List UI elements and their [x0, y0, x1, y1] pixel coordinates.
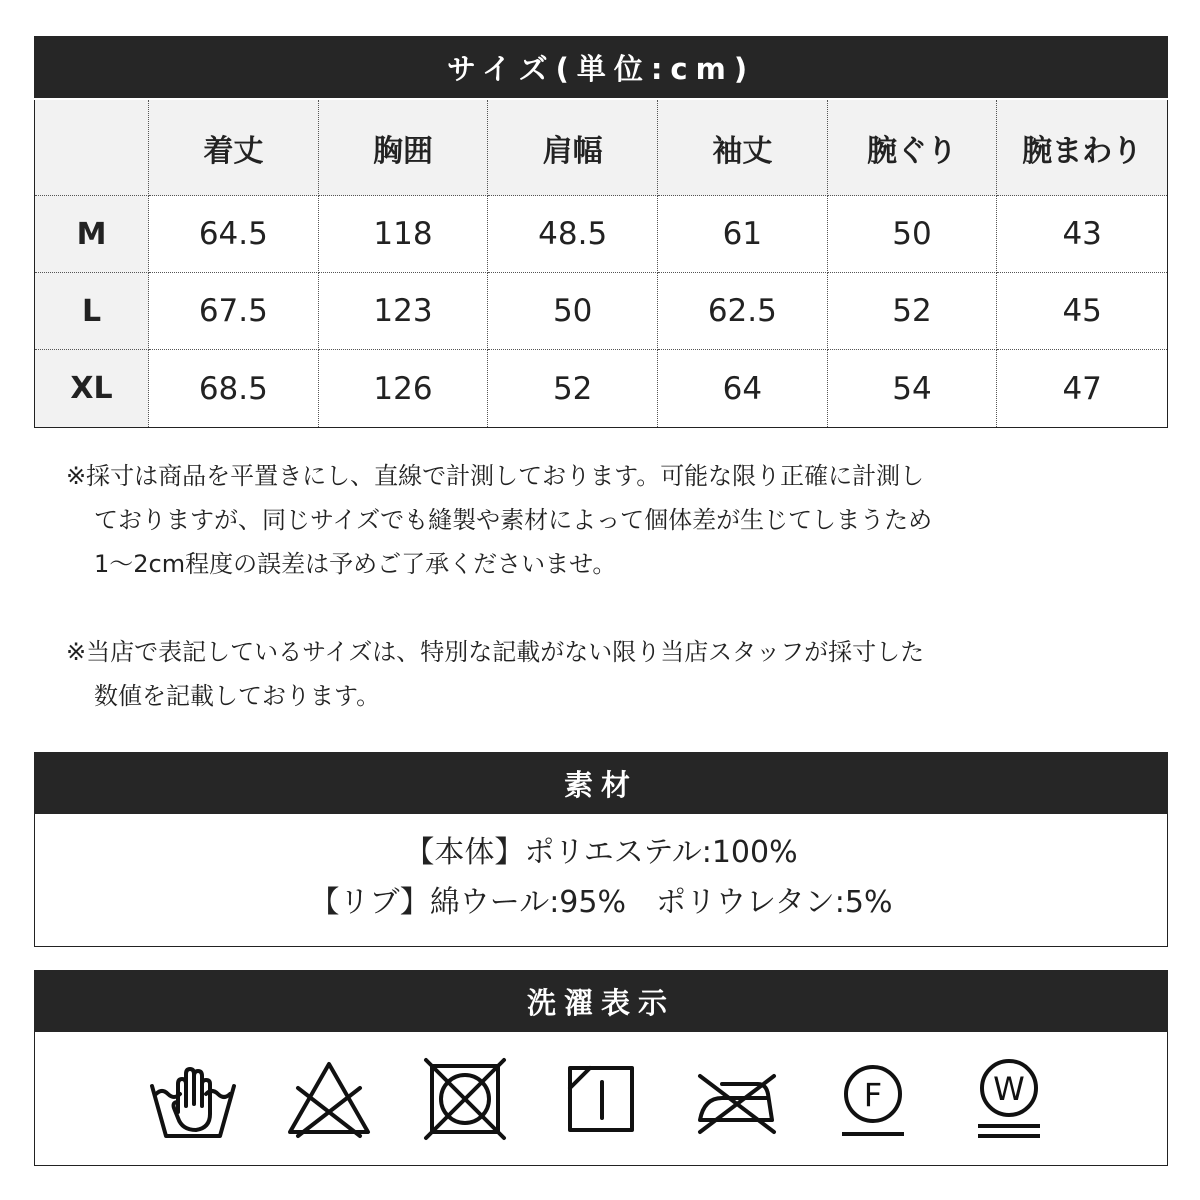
care-section-header	[34, 970, 1168, 1032]
table-cell: 47	[1062, 370, 1102, 407]
table-cell: 50	[488, 273, 658, 350]
note-line: 1〜2cm程度の誤差は予めご了承くださいませ。	[94, 550, 617, 578]
material-rib-line: 【リブ】綿ウール:95% ポリウレタン:5%	[309, 885, 893, 920]
line-dry-shade-icon	[556, 1054, 646, 1144]
table-cell: 48.5	[488, 196, 658, 273]
size-table	[34, 100, 1168, 428]
measurement-note	[66, 454, 1176, 586]
no-tumble-dry-icon	[420, 1054, 510, 1144]
size-notation-note	[66, 630, 1176, 718]
table-cell: 67.5	[149, 273, 319, 350]
material-body-line: 【本体】ポリエステル:100%	[404, 835, 798, 870]
row-header-size: L	[35, 273, 149, 350]
material-section-header	[34, 752, 1168, 814]
note-line: 数値を記載しております。	[94, 682, 381, 710]
column-header-arm-circumference: 腕まわり	[997, 100, 1167, 196]
care-section-title: 洗濯表示	[526, 985, 675, 1020]
no-iron-icon	[692, 1054, 782, 1144]
professional-wet-clean-icon	[964, 1054, 1054, 1144]
table-cell: 62.5	[658, 273, 828, 350]
table-cell: 64	[658, 350, 828, 427]
material-box	[34, 814, 1168, 947]
table-cell: 52	[828, 273, 998, 350]
table-cell: 118	[319, 196, 489, 273]
dry-clean-letter: F	[863, 1075, 883, 1114]
table-cell: 123	[319, 273, 489, 350]
table-cell: 61	[658, 196, 828, 273]
table-cell: 52	[488, 350, 658, 427]
row-header-size: XL	[35, 350, 149, 427]
column-header-chest: 胸囲	[319, 100, 489, 196]
table-cell: 43	[997, 196, 1167, 273]
size-section-title: サイズ(単位:cm)	[446, 51, 756, 86]
column-header-armhole: 腕ぐり	[828, 100, 998, 196]
table-cell: 45	[997, 273, 1167, 350]
wet-clean-letter: W	[993, 1069, 1025, 1108]
row-header-size: M	[35, 196, 149, 273]
column-header-length: 着丈	[149, 100, 319, 196]
column-header-sleeve: 袖丈	[658, 100, 828, 196]
note-line: ※採寸は商品を平置きにし、直線で計測しております。可能な限り正確に計測し	[66, 462, 925, 490]
column-header-shoulder: 肩幅	[488, 100, 658, 196]
note-line: ※当店で表記しているサイズは、特別な記載がない限り当店スタッフが採寸した	[66, 638, 925, 666]
note-line: ておりますが、同じサイズでも縫製や素材によって個体差が生じてしまうため	[94, 506, 933, 534]
professional-dry-clean-f-icon	[828, 1054, 918, 1144]
table-cell: 126	[319, 350, 489, 427]
care-icon-row	[35, 1032, 1167, 1165]
size-section-header	[34, 36, 1168, 98]
table-cell: 64.5	[149, 196, 319, 273]
table-cell: 54	[828, 350, 998, 427]
table-corner-cell	[35, 100, 149, 196]
material-section-title: 素材	[563, 767, 638, 802]
no-bleach-icon	[284, 1054, 374, 1144]
care-symbols-box	[34, 1032, 1168, 1166]
hand-wash-icon	[148, 1054, 238, 1144]
table-cell: 68.5	[149, 350, 319, 427]
table-cell: 50	[828, 196, 998, 273]
